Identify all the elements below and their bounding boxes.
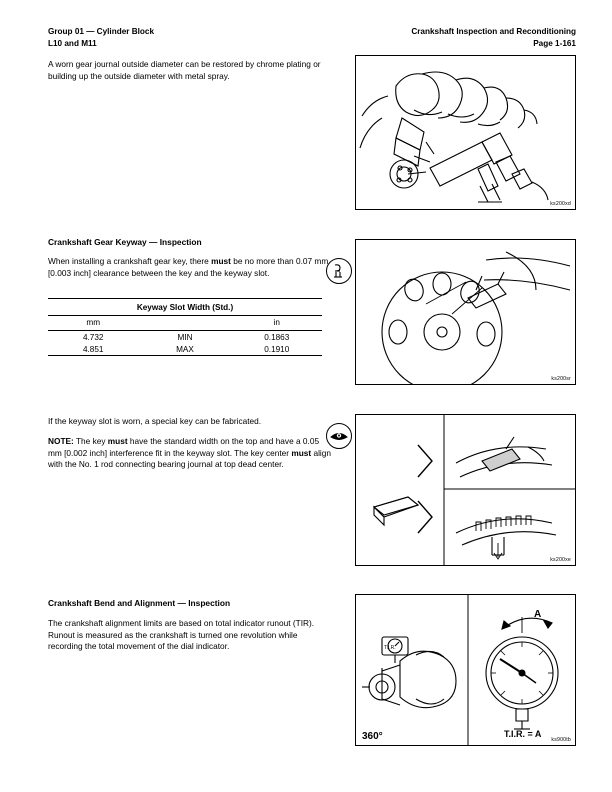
keyway-paragraph-post: be no more than 0.07 mm [0.003 inch] clearance between the key and the keyway slot. xyxy=(48,256,329,278)
special-key-illustration xyxy=(356,415,575,565)
keyway-min-mm: 4.732 xyxy=(82,332,104,342)
special-key-note xyxy=(48,436,334,471)
keyway-max-in: 0.1910 xyxy=(264,344,290,354)
table-row xyxy=(48,331,322,344)
figure-code: ks200xd xyxy=(550,201,571,207)
crankshaft-keyway-figure xyxy=(355,239,576,385)
keyway-table-col-blank xyxy=(138,316,231,331)
keyway-slot-width-table xyxy=(48,298,322,358)
note-part1: The key xyxy=(73,436,108,446)
note-emphasis-2: must xyxy=(291,447,312,458)
crankshaft-keyway-illustration xyxy=(356,240,575,384)
keyway-table-wrapper xyxy=(48,298,334,358)
note-emphasis-1: must xyxy=(107,436,128,446)
keyway-table-title: Keyway Slot Width (Std.) xyxy=(48,301,322,316)
keyway-table-col-in: in xyxy=(232,316,322,331)
figure-code: ks200sr xyxy=(551,376,571,382)
inspection-eye-symbol xyxy=(326,423,352,449)
keyway-max-label: MAX xyxy=(176,344,194,354)
eye-icon xyxy=(327,424,351,448)
figure-code: ks200xe xyxy=(550,557,571,563)
keyway-min-in: 0.1863 xyxy=(264,332,290,342)
special-key-paragraph: If the keyway slot is worn, a special key can be fabricated. xyxy=(48,416,262,426)
crankshaft-metal-spray-illustration xyxy=(356,56,575,209)
bend-paragraph: The crankshaft alignment limits are based on total indicator runout (TIR). Runout is measured as the crankshaft is turned one revolution while recording the total movement of the dial indicator. xyxy=(48,618,315,652)
crankshaft-metal-spray-figure xyxy=(355,55,576,210)
rotation-label: 360° xyxy=(362,731,383,742)
keyway-table-col-mm: mm xyxy=(48,316,138,331)
keyway-paragraph xyxy=(48,256,334,279)
keyway-max-mm: 4.851 xyxy=(82,344,104,354)
special-key-fabrication-figure xyxy=(355,414,576,566)
press-fit-symbol xyxy=(326,258,352,284)
header-group-title: Group 01 — Cylinder Block xyxy=(48,27,155,36)
dial-small-label: T.I.R. xyxy=(384,645,396,651)
intro-paragraph: A worn gear journal outside diameter can be restored by chrome plating or building up the outside diameter with metal spray. xyxy=(48,59,321,81)
header-model-title: L10 and M11 xyxy=(48,38,97,48)
keyway-min-label: MIN xyxy=(177,332,193,342)
page-header xyxy=(48,26,576,49)
keyway-section-title: Crankshaft Gear Keyway — Inspection xyxy=(48,237,202,247)
crankshaft-bend-alignment-figure xyxy=(355,594,576,746)
angle-label: A xyxy=(534,609,542,620)
header-page-number: Page 1-161 xyxy=(533,38,576,48)
header-left xyxy=(48,26,154,49)
press-fit-icon xyxy=(327,259,351,283)
header-right xyxy=(411,26,576,49)
figure-code: ks900tb xyxy=(551,737,571,743)
bend-section-title: Crankshaft Bend and Alignment — Inspection xyxy=(48,598,231,608)
tir-equation-label: T.I.R. = A xyxy=(504,729,542,739)
bend-alignment-illustration xyxy=(356,595,575,745)
keyway-paragraph-pre: When installing a crankshaft gear key, there xyxy=(48,256,212,266)
keyway-paragraph-emphasis: must xyxy=(211,256,231,266)
header-section-title: Crankshaft Inspection and Reconditioning xyxy=(411,27,576,36)
note-part2: have the standard width on the top and have a 0.05 mm [0.002 inch] interference fit in the keyway slot. The key center xyxy=(48,436,320,458)
note-label: NOTE: xyxy=(48,436,74,446)
note-part3: align with the No. 1 rod connecting bearing journal at top dead center. xyxy=(48,447,332,470)
table-row xyxy=(48,343,322,356)
